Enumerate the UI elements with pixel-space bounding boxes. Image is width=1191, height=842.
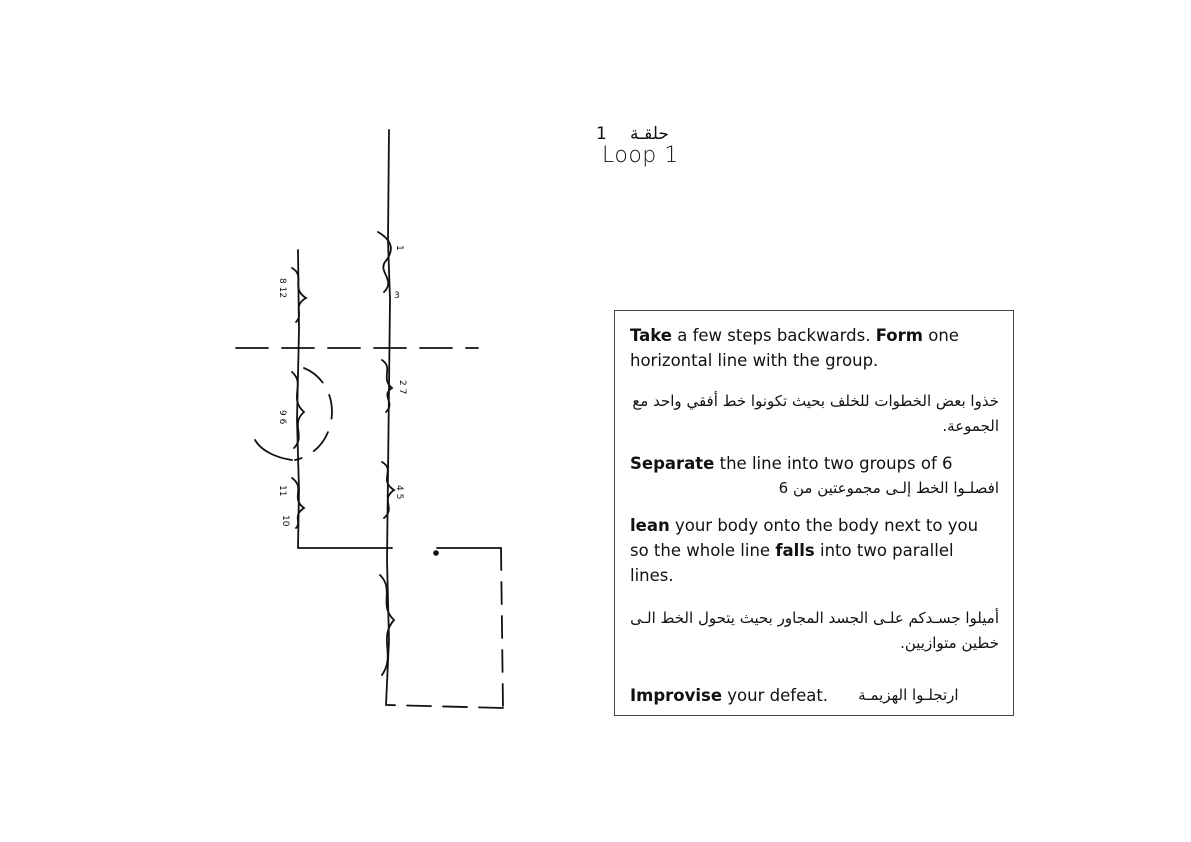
solid-arc	[255, 440, 292, 460]
instruction-4: Improvise your defeat. ارتجلـوا الهزيمـة	[630, 683, 999, 708]
loop-bottom-dashed	[387, 705, 503, 708]
label-left-low1: 11	[277, 485, 287, 497]
loop-dot	[433, 550, 439, 556]
instruction-3: lean your body onto the body next to you so the whole line falls into two parallel lines.	[630, 516, 979, 585]
label-right-top2: 3	[394, 291, 400, 301]
title-english: Loop 1	[602, 143, 679, 168]
instruction-4-arabic: ارتجلـوا الهزيمـة	[858, 686, 959, 704]
label-right-low: 4 5	[394, 485, 404, 500]
figure-2	[382, 360, 392, 412]
label-left-top: 8 12	[277, 278, 287, 299]
dashed-arc	[295, 368, 332, 460]
instructions-box	[614, 310, 1014, 716]
title-arabic: حلقـة	[630, 124, 669, 144]
instruction-1-arabic: خذوا بعض الخطوات للخلف بحيث تكونوا خط أفقي واحد مع الجموعة.	[632, 392, 999, 435]
loop-right-dashed	[501, 548, 503, 708]
figure-4	[380, 575, 394, 675]
title-number: 1	[596, 124, 607, 144]
instruction-3-arabic: أميلوا جسـدكم علـى الجسد المجاور بحيث يتحول الخط الـى خطين متوازيين.	[630, 609, 999, 652]
label-left-mid: 9 6	[277, 410, 287, 425]
title-arabic-row	[596, 124, 669, 144]
label-right-top: 1	[394, 245, 404, 251]
instruction-2: Separate the line into two groups of 6	[630, 454, 953, 473]
label-left-low2: 10	[280, 515, 290, 527]
instruction-2-arabic: افصلـوا الخط إلـى مجموعتين من 6	[778, 479, 999, 497]
main-vertical-line	[386, 130, 390, 705]
label-right-mid: 2 7	[397, 380, 407, 395]
instruction-1: Take a few steps backwards. Form one horizontal line with the group.	[630, 326, 959, 370]
